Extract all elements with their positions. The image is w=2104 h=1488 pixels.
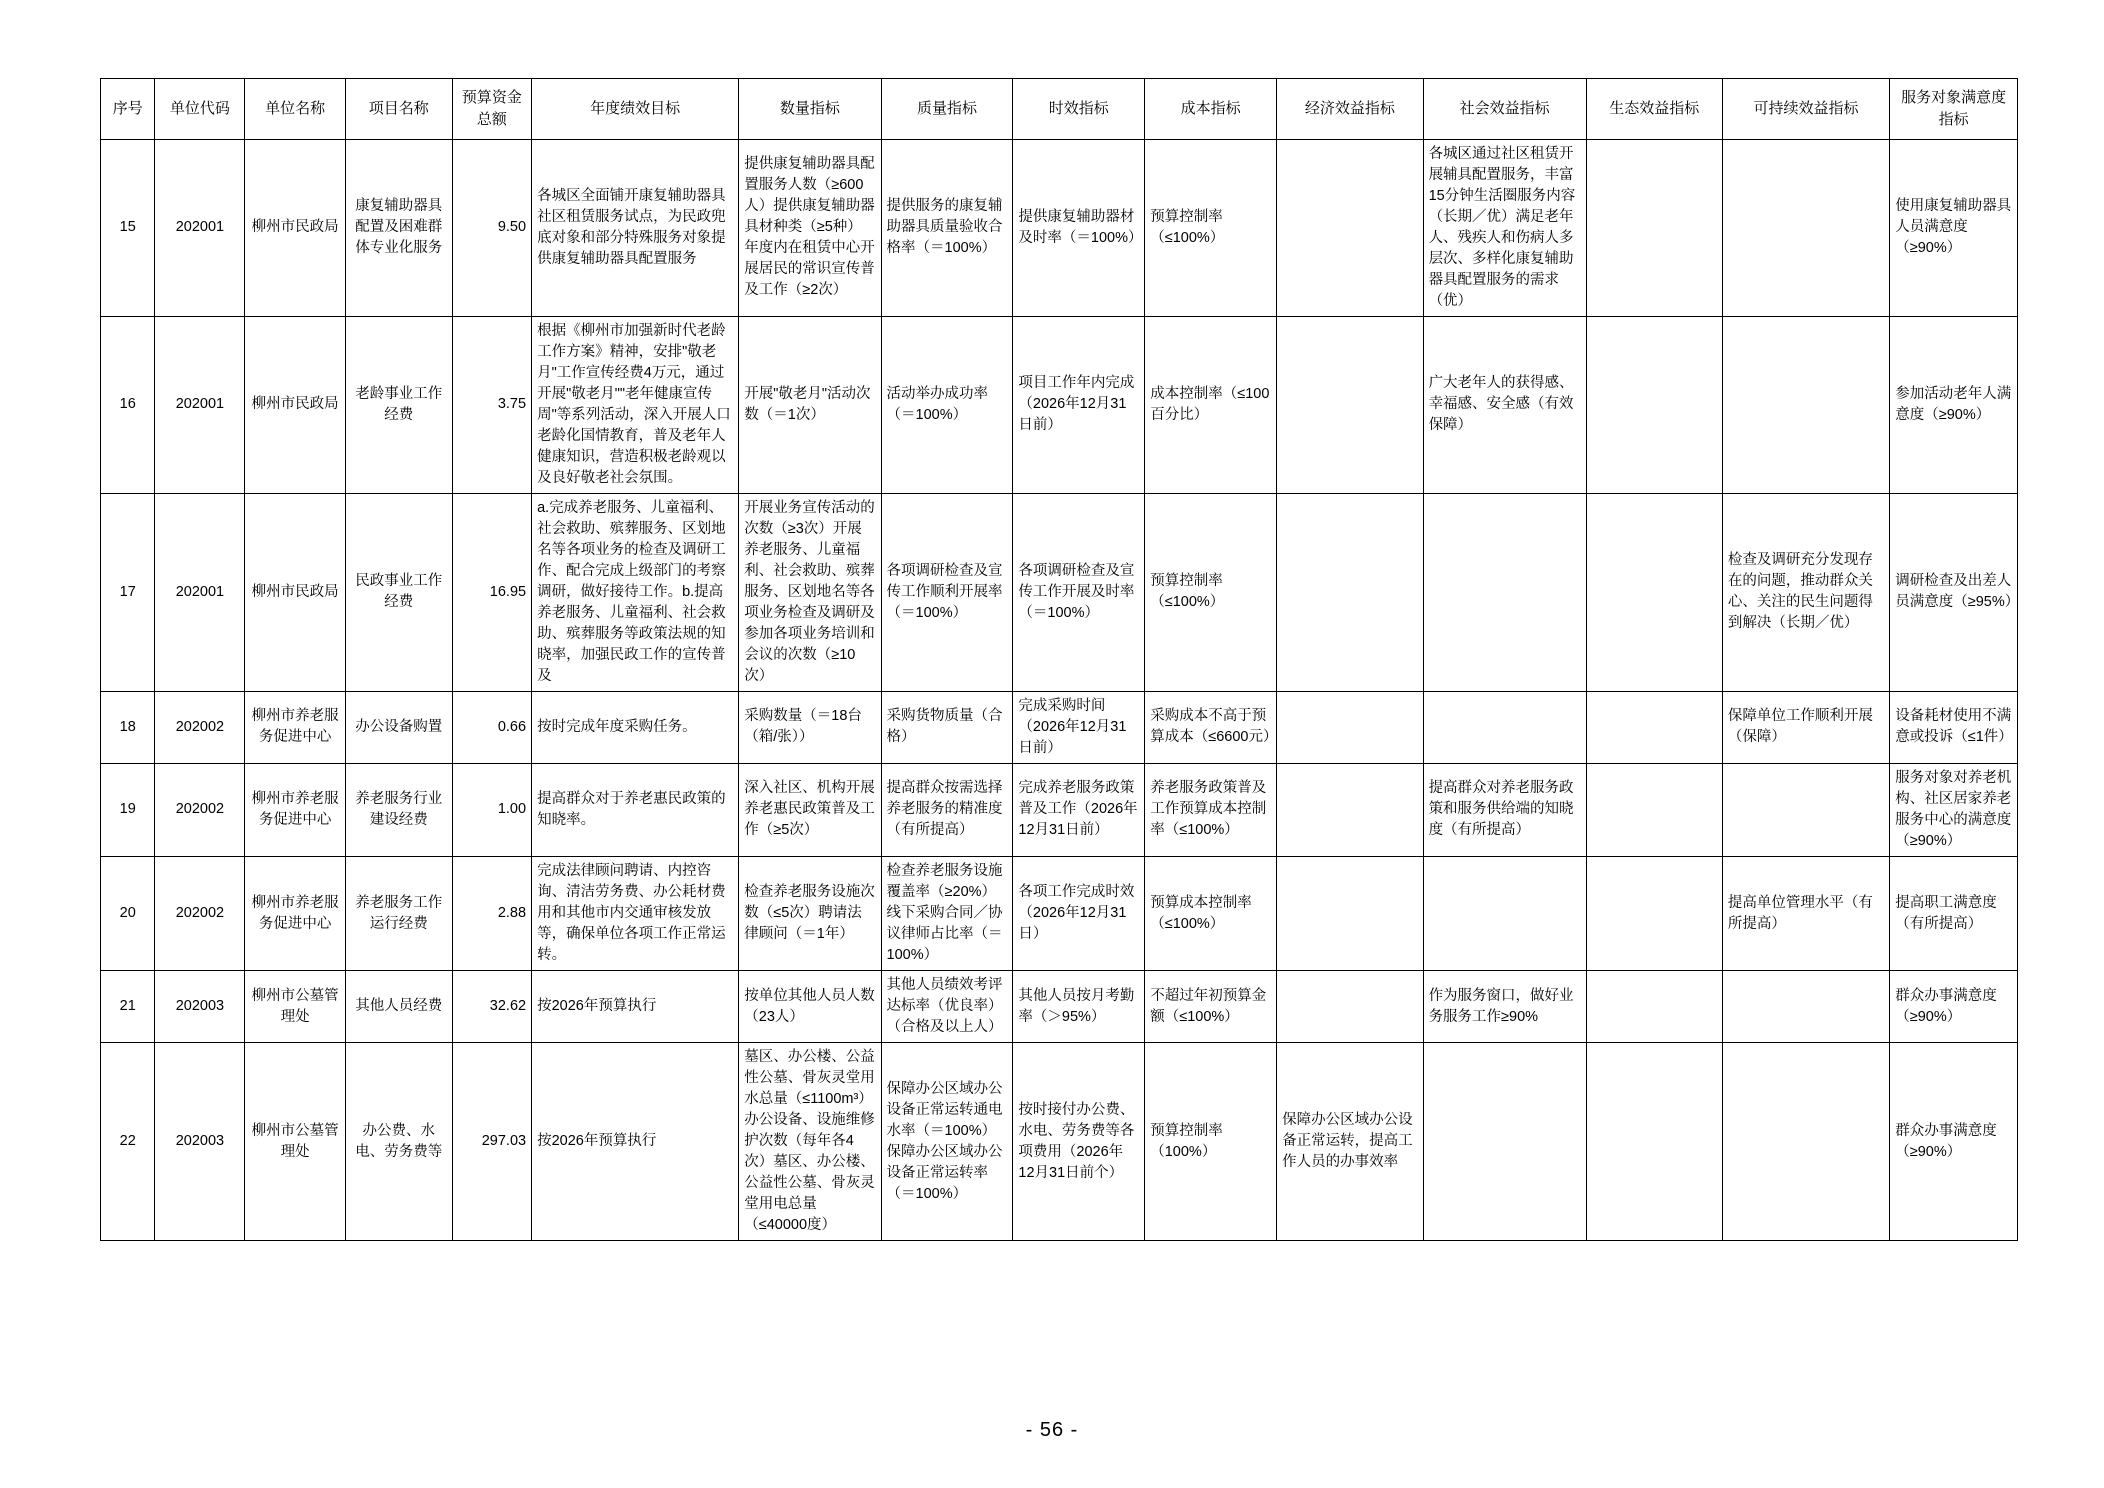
cell-budget-amount: 9.50	[452, 139, 532, 316]
cell-quantity-index: 开展"敬老月"活动次数（＝1次）	[739, 316, 881, 493]
column-header-ecological-benefit-index: 生态效益指标	[1586, 79, 1722, 140]
cell-satisfaction-index: 调研检查及出差人员满意度（≥95%）	[1890, 493, 2018, 691]
cell-cost-index: 预算控制率（100%）	[1145, 1043, 1277, 1241]
cell-sustainable-benefit-index: 保障单位工作顺利开展（保障）	[1722, 691, 1889, 763]
cell-social-benefit-index	[1423, 1043, 1586, 1241]
cell-unit-code: 202001	[155, 316, 245, 493]
column-header-unit-name: 单位名称	[245, 79, 345, 140]
cell-quality-index: 提高群众按需选择养老服务的精准度（有所提高）	[881, 763, 1013, 856]
cell-quantity-index: 采购数量（＝18台（箱/张））	[739, 691, 881, 763]
cell-seq: 15	[101, 139, 155, 316]
cell-ecological-benefit-index	[1586, 691, 1722, 763]
cell-unit-code: 202001	[155, 493, 245, 691]
cell-annual-goal: 按时完成年度采购任务。	[532, 691, 739, 763]
cell-unit-code: 202002	[155, 857, 245, 971]
cell-satisfaction-index: 使用康复辅助器具人员满意度（≥90%）	[1890, 139, 2018, 316]
cell-unit-code: 202003	[155, 971, 245, 1043]
cell-quality-index: 其他人员绩效考评达标率（优良率）（合格及以上人）	[881, 971, 1013, 1043]
cell-seq: 16	[101, 316, 155, 493]
cell-timeliness-index: 完成养老服务政策普及工作（2026年12月31日前）	[1013, 763, 1145, 856]
cell-unit-code: 202002	[155, 763, 245, 856]
table-body	[101, 139, 2018, 1241]
table-row	[101, 493, 2018, 691]
table-row	[101, 1043, 2018, 1241]
column-header-annual-goal: 年度绩效目标	[532, 79, 739, 140]
cell-unit-name: 柳州市民政局	[245, 316, 345, 493]
cell-annual-goal: 根据《柳州市加强新时代老龄工作方案》精神，安排"敬老月"工作宣传经费4万元，通过开展"敬老月""老年健康宣传周"等系列活动，深入开展人口老龄化国情教育，普及老年人健康知识，营造积极老龄观以及良好敬老社会氛围。	[532, 316, 739, 493]
cell-timeliness-index: 提供康复辅助器材及时率（＝100%）	[1013, 139, 1145, 316]
cell-unit-name: 柳州市民政局	[245, 493, 345, 691]
cell-cost-index: 预算控制率（≤100%）	[1145, 139, 1277, 316]
column-header-timeliness-index: 时效指标	[1013, 79, 1145, 140]
cell-ecological-benefit-index	[1586, 139, 1722, 316]
cell-sustainable-benefit-index	[1722, 139, 1889, 316]
cell-annual-goal: 各城区全面铺开康复辅助器具社区租赁服务试点，为民政兜底对象和部分特殊服务对象提供康复辅助器具配置服务	[532, 139, 739, 316]
cell-ecological-benefit-index	[1586, 316, 1722, 493]
cell-cost-index: 不超过年初预算金额（≤100%）	[1145, 971, 1277, 1043]
cell-cost-index: 成本控制率（≤100百分比）	[1145, 316, 1277, 493]
cell-economic-benefit-index	[1277, 493, 1423, 691]
cell-quantity-index: 提供康复辅助器具配置服务人数（≥600人）提供康复辅助器具材种类（≥5种）年度内在租赁中心开展居民的常识宣传普及工作（≥2次）	[739, 139, 881, 316]
cell-economic-benefit-index	[1277, 691, 1423, 763]
cell-social-benefit-index: 提高群众对养老服务政策和服务供给端的知晓度（有所提高）	[1423, 763, 1586, 856]
cell-social-benefit-index	[1423, 857, 1586, 971]
cell-social-benefit-index	[1423, 493, 1586, 691]
page-number: - 56 -	[1025, 1419, 1079, 1441]
cell-unit-code: 202002	[155, 691, 245, 763]
cell-social-benefit-index	[1423, 691, 1586, 763]
cell-satisfaction-index: 参加活动老年人满意度（≥90%）	[1890, 316, 2018, 493]
table-row	[101, 857, 2018, 971]
cell-project-name: 其他人员经费	[345, 971, 452, 1043]
cell-economic-benefit-index	[1277, 763, 1423, 856]
column-header-seq: 序号	[101, 79, 155, 140]
cell-unit-name: 柳州市公墓管理处	[245, 971, 345, 1043]
cell-budget-amount: 3.75	[452, 316, 532, 493]
cell-annual-goal: 按2026年预算执行	[532, 1043, 739, 1241]
cell-quality-index: 提供服务的康复辅助器具质量验收合格率（＝100%）	[881, 139, 1013, 316]
cell-economic-benefit-index	[1277, 971, 1423, 1043]
table-row	[101, 139, 2018, 316]
cell-quantity-index: 开展业务宣传活动的次数（≥3次）开展养老服务、儿童福利、社会救助、殡葬服务、区划地名等各项业务检查及调研及参加各项业务培训和会议的次数（≥10次）	[739, 493, 881, 691]
cell-ecological-benefit-index	[1586, 857, 1722, 971]
column-header-project-name: 项目名称	[345, 79, 452, 140]
column-header-budget-amount: 预算资金总额	[452, 79, 532, 140]
table-row	[101, 316, 2018, 493]
cell-annual-goal: 完成法律顾问聘请、内控咨询、清洁劳务费、办公耗材费用和其他市内交通审核发放等，确保单位各项工作正常运转。	[532, 857, 739, 971]
cell-economic-benefit-index: 保障办公区域办公设备正常运转，提高工作人员的办事效率	[1277, 1043, 1423, 1241]
cell-budget-amount: 0.66	[452, 691, 532, 763]
cell-unit-name: 柳州市养老服务促进中心	[245, 763, 345, 856]
column-header-cost-index: 成本指标	[1145, 79, 1277, 140]
cell-seq: 20	[101, 857, 155, 971]
cell-sustainable-benefit-index	[1722, 1043, 1889, 1241]
column-header-unit-code: 单位代码	[155, 79, 245, 140]
cell-quantity-index: 检查养老服务设施次数（≤5次）聘请法律顾问（＝1年）	[739, 857, 881, 971]
cell-budget-amount: 16.95	[452, 493, 532, 691]
cell-budget-amount: 32.62	[452, 971, 532, 1043]
cell-timeliness-index: 按时接付办公费、水电、劳务费等各项费用（2026年12月31日前个）	[1013, 1043, 1145, 1241]
cell-timeliness-index: 各项调研检查及宣传工作开展及时率（＝100%）	[1013, 493, 1145, 691]
column-header-sustainable-benefit-index: 可持续效益指标	[1722, 79, 1889, 140]
cell-annual-goal: 提高群众对于养老惠民政策的知晓率。	[532, 763, 739, 856]
cell-ecological-benefit-index	[1586, 763, 1722, 856]
column-header-satisfaction-index: 服务对象满意度指标	[1890, 79, 2018, 140]
cell-timeliness-index: 完成采购时间（2026年12月31日前）	[1013, 691, 1145, 763]
cell-social-benefit-index: 广大老年人的获得感、幸福感、安全感（有效保障）	[1423, 316, 1586, 493]
cell-unit-name: 柳州市养老服务促进中心	[245, 691, 345, 763]
table-row	[101, 971, 2018, 1043]
cell-project-name: 养老服务行业建设经费	[345, 763, 452, 856]
cell-budget-amount: 2.88	[452, 857, 532, 971]
cell-unit-code: 202003	[155, 1043, 245, 1241]
cell-seq: 18	[101, 691, 155, 763]
cell-cost-index: 养老服务政策普及工作预算成本控制率（≤100%）	[1145, 763, 1277, 856]
cell-sustainable-benefit-index: 检查及调研充分发现存在的问题，推动群众关心、关注的民生问题得到解决（长期／优）	[1722, 493, 1889, 691]
column-header-quality-index: 质量指标	[881, 79, 1013, 140]
cell-quality-index: 活动举办成功率（＝100%）	[881, 316, 1013, 493]
cell-unit-code: 202001	[155, 139, 245, 316]
cell-social-benefit-index: 作为服务窗口，做好业务服务工作≥90%	[1423, 971, 1586, 1043]
cell-project-name: 康复辅助器具配置及困难群体专业化服务	[345, 139, 452, 316]
cell-project-name: 办公费、水电、劳务费等	[345, 1043, 452, 1241]
cell-cost-index: 预算成本控制率（≤100%）	[1145, 857, 1277, 971]
cell-unit-name: 柳州市养老服务促进中心	[245, 857, 345, 971]
cell-project-name: 养老服务工作运行经费	[345, 857, 452, 971]
cell-sustainable-benefit-index: 提高单位管理水平（有所提高）	[1722, 857, 1889, 971]
cell-economic-benefit-index	[1277, 857, 1423, 971]
cell-ecological-benefit-index	[1586, 1043, 1722, 1241]
cell-unit-name: 柳州市公墓管理处	[245, 1043, 345, 1241]
cell-budget-amount: 1.00	[452, 763, 532, 856]
cell-ecological-benefit-index	[1586, 971, 1722, 1043]
cell-quality-index: 采购货物质量（合格）	[881, 691, 1013, 763]
cell-sustainable-benefit-index	[1722, 763, 1889, 856]
cell-project-name: 办公设备购置	[345, 691, 452, 763]
cell-satisfaction-index: 提高职工满意度（有所提高）	[1890, 857, 2018, 971]
budget-performance-table	[100, 78, 2018, 1241]
cell-seq: 22	[101, 1043, 155, 1241]
cell-quantity-index: 深入社区、机构开展养老惠民政策普及工作（≥5次）	[739, 763, 881, 856]
cell-quantity-index: 按单位其他人员人数（23人）	[739, 971, 881, 1043]
cell-satisfaction-index: 设备耗材使用不满意或投诉（≤1件）	[1890, 691, 2018, 763]
column-header-economic-benefit-index: 经济效益指标	[1277, 79, 1423, 140]
table-row	[101, 763, 2018, 856]
cell-timeliness-index: 项目工作年内完成（2026年12月31日前）	[1013, 316, 1145, 493]
cell-project-name: 民政事业工作经费	[345, 493, 452, 691]
cell-sustainable-benefit-index	[1722, 971, 1889, 1043]
cell-seq: 17	[101, 493, 155, 691]
cell-quality-index: 保障办公区域办公设备正常运转通电水率（＝100%）保障办公区域办公设备正常运转率（＝100%）	[881, 1043, 1013, 1241]
cell-quality-index: 检查养老服务设施覆盖率（≥20%）线下采购合同／协议律师占比率（＝100%）	[881, 857, 1013, 971]
cell-satisfaction-index: 群众办事满意度（≥90%）	[1890, 1043, 2018, 1241]
cell-economic-benefit-index	[1277, 316, 1423, 493]
cell-quality-index: 各项调研检查及宣传工作顺利开展率（＝100%）	[881, 493, 1013, 691]
cell-satisfaction-index: 服务对象对养老机构、社区居家养老服务中心的满意度（≥90%）	[1890, 763, 2018, 856]
cell-quantity-index: 墓区、办公楼、公益性公墓、骨灰灵堂用水总量（≤1100m³）办公设备、设施维修护次数（每年各4次）墓区、办公楼、公益性公墓、骨灰灵堂用电总量（≤40000度）	[739, 1043, 881, 1241]
cell-annual-goal: a.完成养老服务、儿童福利、社会救助、殡葬服务、区划地名等各项业务的检查及调研工作、配合完成上级部门的考察调研，做好接待工作。b.提高养老服务、儿童福利、社会救助、殡葬服务等政策法规的知晓率，加强民政工作的宣传普及	[532, 493, 739, 691]
cell-unit-name: 柳州市民政局	[245, 139, 345, 316]
cell-timeliness-index: 各项工作完成时效（2026年12月31日）	[1013, 857, 1145, 971]
table-row	[101, 691, 2018, 763]
cell-sustainable-benefit-index	[1722, 316, 1889, 493]
cell-satisfaction-index: 群众办事满意度（≥90%）	[1890, 971, 2018, 1043]
cell-seq: 21	[101, 971, 155, 1043]
cell-social-benefit-index: 各城区通过社区租赁开展辅具配置服务，丰富15分钟生活圈服务内容（长期／优）满足老年人、残疾人和伤病人多层次、多样化康复辅助器具配置服务的需求（优）	[1423, 139, 1586, 316]
cell-annual-goal: 按2026年预算执行	[532, 971, 739, 1043]
cell-project-name: 老龄事业工作经费	[345, 316, 452, 493]
cell-cost-index: 预算控制率（≤100%）	[1145, 493, 1277, 691]
cell-timeliness-index: 其他人员按月考勤率（＞95%）	[1013, 971, 1145, 1043]
cell-economic-benefit-index	[1277, 139, 1423, 316]
cell-budget-amount: 297.03	[452, 1043, 532, 1241]
column-header-social-benefit-index: 社会效益指标	[1423, 79, 1586, 140]
cell-cost-index: 采购成本不高于预算成本（≤6600元）	[1145, 691, 1277, 763]
cell-seq: 19	[101, 763, 155, 856]
column-header-quantity-index: 数量指标	[739, 79, 881, 140]
table-header-row	[101, 79, 2018, 140]
cell-ecological-benefit-index	[1586, 493, 1722, 691]
